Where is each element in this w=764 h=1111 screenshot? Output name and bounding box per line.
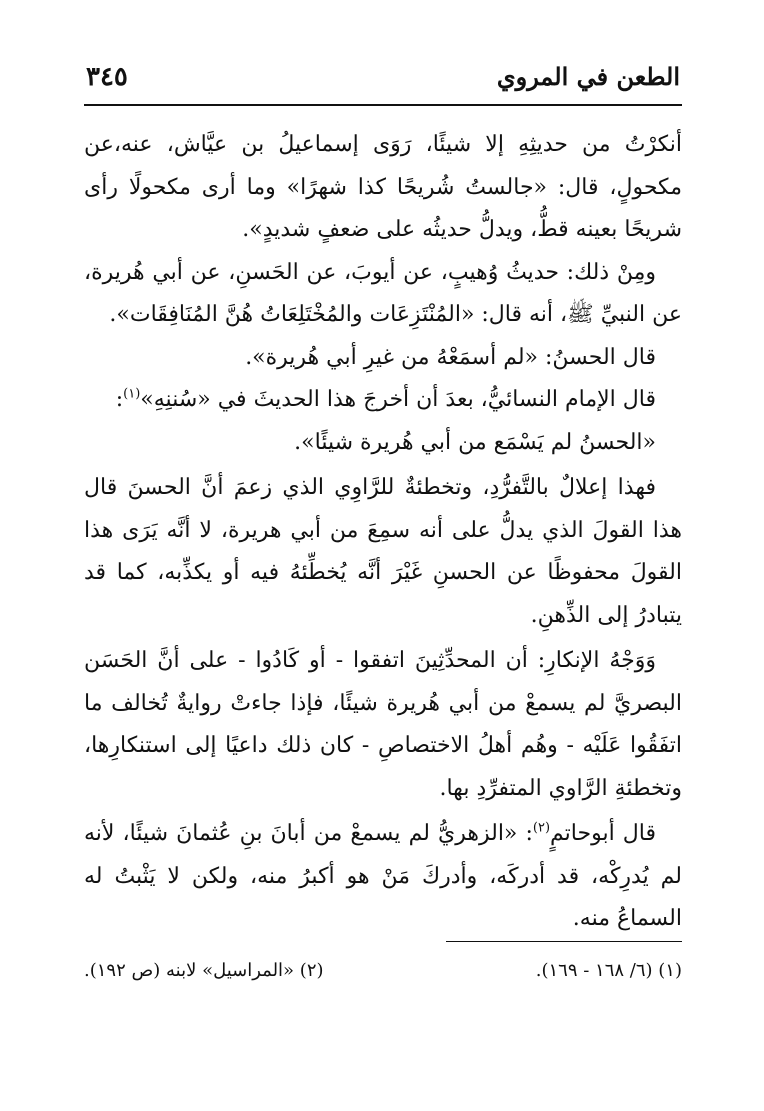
footnote-ref-1: (١) (123, 386, 141, 402)
page-header (86, 62, 680, 96)
paragraph-8-tail: : «الزهريُّ لم يسمعْ من أبانَ بنِ عُثمانَ شيئًا، لأنه لم يُدرِكْه، قد أدركَه، وأدركَ مَنْ هو أكبرُ منه، ولكن لا يَثْبتُ له السماعُ منه. (84, 821, 682, 931)
paragraph-5: «الحسنُ لم يَسْمَع من أبي هُريرة شيئًا». (294, 429, 656, 455)
paragraph-7: وَوَجْهُ الإنكارِ: أن المحدِّثِينَ اتفقوا - أو كَادُوا - على أنَّ الحَسَن البصريَّ لم يسمعْ من أبي هُريرة شيئًا، فإذا جاءتْ روايةٌ تُخالف ما اتفَقُوا عَلَيْه - وهُم أهلُ الاختصاصِ - كان ذلك داعيًا إلى استنكارِها، وتخطئةِ الرَّاوي المتفرِّدِ بها. (84, 648, 682, 801)
paragraph-2: ومِنْ ذلك: حديثُ وُهيبٍ، عن أيوبَ، عن الحَسنِ، عن أبي هُريرة، عن النبيِّ ﷺ، أنه قال: «المُنْتَزِعَات والمُخْتَلِعَاتُ هُنَّ المُنَافِقَات». (84, 259, 682, 327)
footnote-1: (١) (٦/ ١٦٨ - ١٦٩). (535, 960, 682, 981)
paragraph-4 (84, 379, 682, 422)
paragraph-6: فهذا إعلالٌ بالتَّفرُّدِ، وتخطئةٌ للرَّاوِي الذي زعمَ أنَّ الحسنَ قال هذا القولَ الذي يدلُّ على أنه سمِعَ من أبي هريرة، لا أنَّه يَرَى هذا القولَ محفوظًا عن الحسنِ غَيْرَ أنَّه يُخطِّئهُ فيه أو يكذِّبه، كما قد يتبادرُ إلى الذِّهنِ. (84, 475, 682, 628)
paragraph-1: أنكرْتُ من حديثِهِ إلا شيئًا، رَوَى إسماعيلُ بن عيَّاش، عنه،عن مكحولٍ، قال: «جالستُ شُريحًا كذا شهرًا» وما أرى مكحولًا رأى شريحًا بعينه قطُّ، ويدلُّ حديثُه على ضعفٍ شديدٍ». (84, 132, 682, 242)
footnote-rule (446, 941, 682, 942)
footnote-2: (٢) «المراسيل» لابنه (ص ١٩٢). (84, 960, 324, 981)
paragraph-3: قال الحسنُ: «لم أسمَعْهُ من غيرِ أبي هُريرة». (245, 344, 656, 370)
footnotes (84, 960, 682, 990)
header-rule (84, 104, 682, 106)
page-number: ٣٤٥ (86, 62, 128, 92)
paragraph-8-text: قال أبوحاتمٍ (550, 821, 656, 846)
footnote-ref-2: (٢) (532, 820, 551, 836)
paragraph-4-text: قال الإمام النسائيُّ، بعدَ أن أخرجَ هذا الحديثَ في «سُننِهِ» (140, 387, 656, 412)
paragraph-4-tail: : (115, 387, 124, 412)
paragraph-8 (84, 813, 682, 941)
running-head: الطعن في المروي (496, 62, 680, 91)
body-text (84, 124, 682, 941)
